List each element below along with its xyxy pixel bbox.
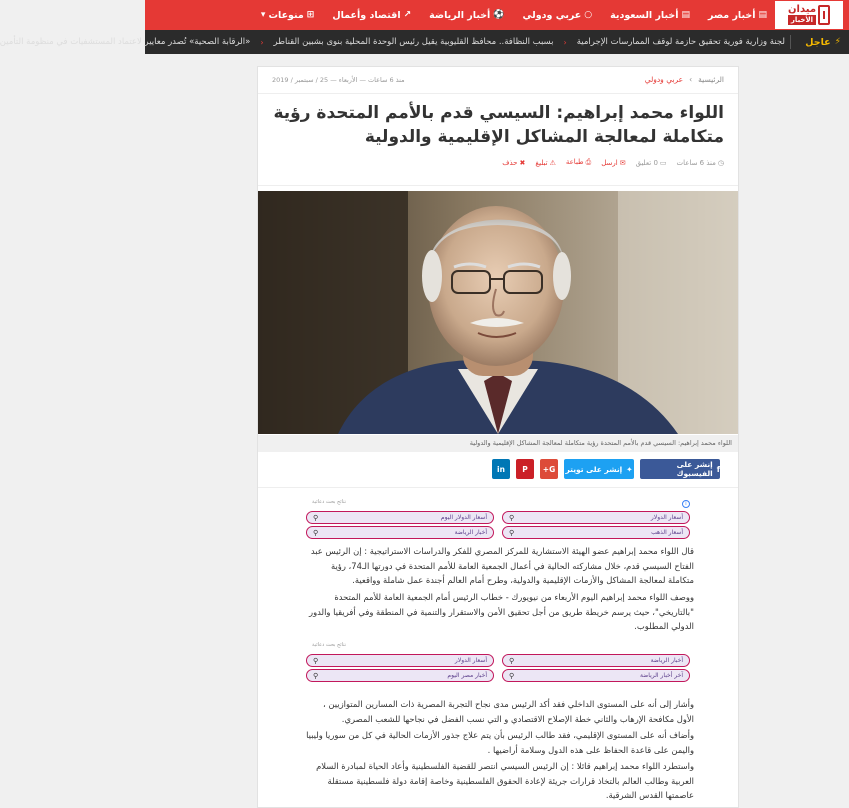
meta-comments[interactable]: ▭0 تعليق xyxy=(635,158,667,167)
article-photo xyxy=(258,191,738,434)
nav-item-misc[interactable]: ⊞ منوعات ▾ xyxy=(260,9,315,21)
image-caption: اللواء محمد إبراهيم: السيسي قدم بالأمم المتحدة رؤية متكاملة لمعالجة المشاكل الإقليمية والدولية xyxy=(258,435,738,452)
sponsored-search-link[interactable]: أخبار الرياضة ⚲ xyxy=(502,654,690,667)
article-paragraph: واستطرد اللواء محمد إبراهيم قائلا : إن الرئيس السيسي انتصر للقضية الفلسطينية وأعاد الحياة لمبادرة السلام العربية وطالب العالم بالتخاذ قرارات جريئة لإعادة الحقوق الفلسطينية وخاصة إقامة دولة فلسطينية مستقلة عاصمتها القدس الشرقية. xyxy=(316,761,694,800)
clock-icon: ◷ xyxy=(717,158,724,167)
sponsored-search-link[interactable]: أسعار الدولار ⚲ xyxy=(306,654,494,667)
share-gplus-button[interactable]: G+ xyxy=(540,459,558,479)
ticker-item[interactable]: لجنة وزارية فورية تحقيق حازمة لوقف الممارسات الإجرامية xyxy=(576,37,785,47)
ticker-item[interactable]: بسبب النظافة.. محافظ القليوبية يقيل رئيس الوحدة المحلية بنوى بشبين القناطر xyxy=(273,37,554,47)
article-paragraph: ووصف اللواء محمد إبراهيم اليوم الأربعاء من نيويورك - خطاب الرئيس أمام الجمعية العامة للأمم المتحدة "بالتاريخي"، حيث يرسم خريطة طريق من أجل تحقيق الأمن والاستقرار والتنمية في المنطقة وفي أفريقيا والدور الدولي المطلوب. xyxy=(309,592,694,631)
newspaper-icon: ▤ xyxy=(681,10,690,20)
top-navbar xyxy=(145,0,849,30)
chart-icon: ↗ xyxy=(403,10,412,20)
sponsored-search-block xyxy=(302,499,694,541)
print-icon: ⎙ xyxy=(585,158,592,166)
sponsored-search-link[interactable]: أسعار الذهب ⚲ xyxy=(502,526,690,539)
article-date: منذ 6 ساعات — الأربعاء — 25 / سبتمبر / 2019 xyxy=(272,76,405,84)
article-card xyxy=(257,66,739,808)
search-icon: ⚲ xyxy=(313,528,319,537)
chevron-down-icon: ▾ xyxy=(260,10,266,20)
bolt-icon: ⚡ xyxy=(834,37,841,47)
search-icon: ⚲ xyxy=(509,656,515,665)
news-ticker xyxy=(0,30,785,54)
portrait-image xyxy=(258,191,738,434)
share-linkedin-button[interactable]: in xyxy=(492,459,510,479)
globe-icon: ○ xyxy=(584,10,593,20)
warning-icon: ⚠ xyxy=(549,158,556,167)
sponsored-search-link[interactable]: أخبار مصر اليوم ⚲ xyxy=(306,669,494,682)
logo-icon xyxy=(818,5,830,25)
search-icon: ⚲ xyxy=(509,513,515,522)
share-twitter-button[interactable]: ✦ إنشر على تويتر xyxy=(564,459,634,479)
nav-item-arab-world[interactable]: ○ عربي ودولي xyxy=(522,9,593,21)
meta-print[interactable]: ⎙طباعة xyxy=(565,158,592,166)
breaking-news-label: ⚡ عاجل xyxy=(805,36,841,48)
comment-icon: ▭ xyxy=(659,158,667,167)
soccer-icon: ⚽ xyxy=(493,10,505,20)
sponsored-search-link[interactable]: أسعار الدولار ⚲ xyxy=(502,511,690,524)
search-icon: ⚲ xyxy=(313,656,319,665)
divider xyxy=(258,93,738,94)
divider xyxy=(258,185,738,186)
info-icon[interactable]: i xyxy=(682,500,690,508)
breadcrumb-home[interactable]: الرئيسية xyxy=(698,75,724,84)
meta-follow[interactable]: ⚠تبليغ xyxy=(535,158,556,167)
chevron-left-icon: › xyxy=(689,75,693,84)
sponsored-search-block xyxy=(302,642,694,684)
article-paragraph: قال اللواء محمد إبراهيم عضو الهيئة الاستشارية للمركز المصري للفكر والدراسات الاستراتيجية : إن الرئيس عبد الفتاح السيسي قدم، خلال مشاركته الحالية في أعمال الجمعية العامة للأمم المتحدة في دورتها الـ74، رؤية متكاملة لمعالجة المشاكل والأزمات الإقليمية والدولية، وطرح أمام العالم أجندة عمل شاملة وواقعية. xyxy=(310,546,694,585)
mail-icon: ✉ xyxy=(619,158,626,167)
meta-delete[interactable]: ✖حذف xyxy=(502,158,526,167)
newspaper-icon: ▤ xyxy=(758,10,767,20)
site-logo[interactable] xyxy=(775,1,843,29)
main-nav xyxy=(243,0,767,30)
meta-send[interactable]: ✉ارسل xyxy=(601,158,626,167)
share-pinterest-button[interactable]: P xyxy=(516,459,534,479)
breadcrumb xyxy=(645,75,724,84)
article-paragraph: وأشار إلى أنه على المستوى الداخلي فقد أكد الرئيس مدى نجاح التجربة المصرية ذات المسارين المتوازيين ، الأول مكافحة الإرهاب والثاني خطة الإصلاح الاقتصادي و التي نسب الفضل في نجاحها للشعب المصري. xyxy=(323,699,694,724)
nav-item-saudi-news[interactable]: ▤ أخبار السعودية xyxy=(610,9,690,21)
divider xyxy=(790,35,791,49)
meta-time: ◷منذ 6 ساعات xyxy=(676,158,724,167)
nav-item-sports[interactable]: ⚽ أخبار الرياضة xyxy=(429,9,505,21)
logo-line1: ميدان xyxy=(788,4,817,15)
article-title: اللواء محمد إبراهيم: السيسي قدم بالأمم المتحدة رؤية متكاملة لمعالجة المشاكل الإقليمية والدولية xyxy=(273,103,724,147)
search-icon: ⚲ xyxy=(509,528,515,537)
breadcrumb-category[interactable]: عربي ودولي xyxy=(644,75,684,84)
ad-label: نتائج بحث دعائية xyxy=(312,499,347,505)
sponsored-search-link[interactable]: آخر أخبار الرياضة ⚲ xyxy=(502,669,690,682)
share-buttons xyxy=(492,459,720,479)
nav-item-economy[interactable]: ↗ اقتصاد وأعمال xyxy=(332,9,412,21)
search-icon: ⚲ xyxy=(313,513,319,522)
plus-box-icon: ⊞ xyxy=(306,10,315,20)
logo-line2: الأخبار xyxy=(788,15,816,25)
breaking-news-bar xyxy=(0,30,849,54)
search-icon: ⚲ xyxy=(509,671,515,680)
facebook-icon: f xyxy=(716,464,720,474)
chevron-left-icon: ‹ xyxy=(260,37,264,47)
article-paragraph: وأضاف أنه على المستوى الإقليمي، فقد طالب الرئيس بأن يتم علاج جذور الأزمات الحالية في كل من سوريا وليبيا واليمن على قاعدة الحفاظ على هذه الدول وسلامة أراضيها . xyxy=(306,730,694,755)
twitter-icon: ✦ xyxy=(626,464,633,474)
divider xyxy=(258,487,738,488)
ticker-item[interactable]: «الرقابة الصحية» تُصدر معايير لاعتماد المستشفيات في منظومة التأمين xyxy=(0,37,251,47)
ad-label: نتائج بحث دعائية xyxy=(312,642,347,648)
nav-item-egypt-news[interactable]: ▤ أخبار مصر xyxy=(708,9,767,21)
share-facebook-button[interactable]: f إنشر على الفيسبوك xyxy=(640,459,720,479)
sponsored-search-link[interactable]: أخبار الرياضة ⚲ xyxy=(306,526,494,539)
article-meta xyxy=(502,158,724,167)
search-icon: ⚲ xyxy=(313,671,319,680)
chevron-left-icon: ‹ xyxy=(563,37,567,47)
sponsored-search-link[interactable]: أسعار الدولار اليوم ⚲ xyxy=(306,511,494,524)
trash-icon: ✖ xyxy=(519,158,526,167)
